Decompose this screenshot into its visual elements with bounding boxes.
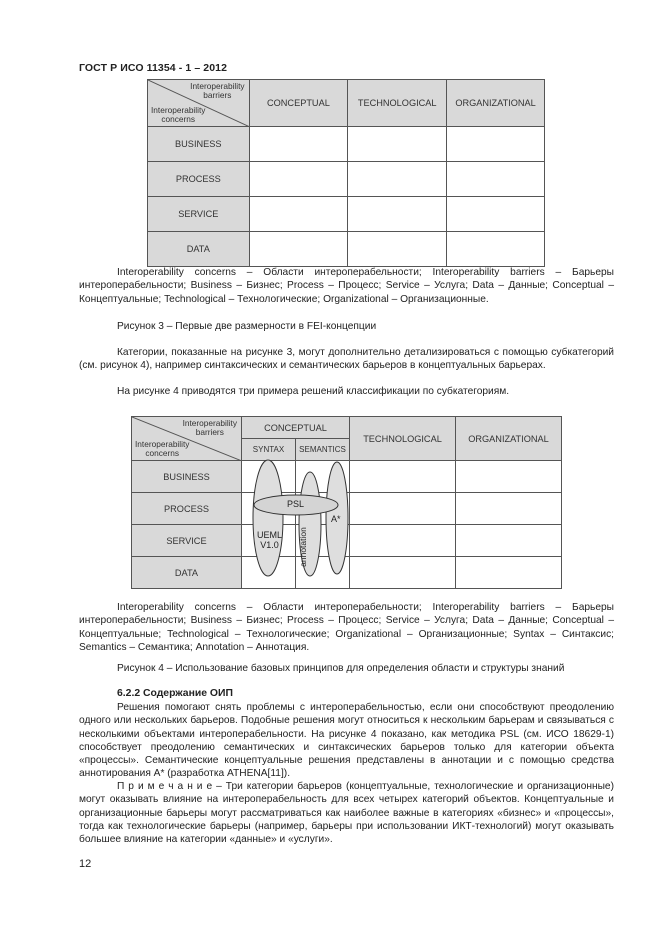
col-organizational: ORGANIZATIONAL <box>456 417 562 461</box>
cell <box>456 493 562 525</box>
cell <box>447 127 545 162</box>
col-conceptual: CONCEPTUAL <box>242 417 350 439</box>
section-paragraph: Решения помогают снять проблемы с интероперабельностью, если они способствуют преодолению одного или нескольких барьеров. Подобные решения могут относиться к нескольким барьерам и связываться с несколькими объектами интероперабельности. На рисунке 4 показано, как методика PSL (см. ИСО 18629-1) способствует преодолению семантических и синтаксических барьеров только для категории объекта «процессы». Семантические концептуальные решения представлены в аннотации и с помощью средства аннотирования A* (разработка ATHENA[11]). <box>79 702 614 780</box>
paragraph-2: На рисунке 4 приводятся три примера решений классификации по субкатегориям. <box>117 386 510 397</box>
figure3-corner <box>148 80 250 127</box>
cell <box>348 127 447 162</box>
col-conceptual: CONCEPTUAL <box>249 80 348 127</box>
row-business: BUSINESS <box>132 461 242 493</box>
ueml-ellipse <box>253 460 283 576</box>
cell <box>249 232 348 267</box>
cell <box>456 461 562 493</box>
cell <box>456 557 562 589</box>
subcol-semantics: SEMANTICS <box>296 439 350 461</box>
figure4-legend: Interoperability concerns – Области интероперабельности; Interoperability barriers – Барьеры интероперабельности; Business – Бизнес; Process – Процесс; Service – Услуга; Data – Данные; Conceptual – Концептуальные; Technological – Технологические; Organizational – Организационные; Syntax – Синтаксис; Semantics – Семантика; Annotation – Аннотация. <box>79 602 614 653</box>
section-title: 6.2.2 Содержание ОИП <box>117 688 233 699</box>
section-note <box>79 780 614 846</box>
a-star-label: A* <box>331 514 341 524</box>
cell <box>249 127 348 162</box>
figure3-table <box>147 79 545 267</box>
figure3-legend: Interoperability concerns – Области интероперабельности; Interoperability barriers – Барьеры интероперабельности; Business – Бизнес; Process – Процесс; Service – Услуга; Data – Данные; Conceptual – Концептуальные; Technological – Технологические; Organizational – Организационные. <box>79 267 614 305</box>
cell <box>348 232 447 267</box>
row-service: SERVICE <box>148 197 250 232</box>
note-label: П р и м е ч а н и е <box>117 781 213 792</box>
corner-barriers-label: Interoperability barriers <box>190 81 245 100</box>
corner-concerns-label: Interoperability concerns <box>135 439 190 458</box>
col-organizational: ORGANIZATIONAL <box>447 80 545 127</box>
cell <box>447 162 545 197</box>
figure4-caption: Рисунок 4 – Использование базовых принципов для определения области и структуры знаний <box>117 663 565 674</box>
corner-concerns-label: Interoperability concerns <box>151 105 206 124</box>
col-technological: TECHNOLOGICAL <box>348 80 447 127</box>
cell <box>447 232 545 267</box>
paragraph-1: Категории, показанные на рисунке 3, могут дополнительно детализироваться с помощью субкатегорий (см. рисунок 4), например синтаксических и семантических барьеров в концептуальных барьерах. <box>79 347 614 372</box>
corner-barriers-label: Interoperability barriers <box>182 418 237 437</box>
standard-header: ГОСТ Р ИСО 11354 - 1 – 2012 <box>79 62 228 74</box>
cell <box>447 197 545 232</box>
figure3-caption: Рисунок 3 – Первые две размерности в FEI-концепции <box>117 321 377 332</box>
row-data: DATA <box>148 232 250 267</box>
row-process: PROCESS <box>148 162 250 197</box>
row-service: SERVICE <box>132 525 242 557</box>
cell <box>456 525 562 557</box>
cell <box>350 557 456 589</box>
annotation-label: annotation <box>297 527 308 567</box>
cell <box>348 197 447 232</box>
page-number: 12 <box>79 858 92 870</box>
ueml-label: UEML V1.0 <box>257 530 283 550</box>
col-technological: TECHNOLOGICAL <box>350 417 456 461</box>
psl-label: PSL <box>287 499 305 509</box>
cell <box>350 493 456 525</box>
cell <box>350 461 456 493</box>
cell <box>249 162 348 197</box>
note-text: – Три категории барьеров (концептуальные, технологические и организационные) могут оказывать влияние на интероперабельность для всех четырех категорий объектов. Концептуальные и организационные барьеры могут рассматриваться как наиболее важные в категориях «бизнес» и «процессы», тогда как технологические барьеры (например, барьеры при использовании ИКТ-технологий) могут оказывать большее влияние на категории «данные» и «услуги». <box>79 781 614 846</box>
row-business: BUSINESS <box>148 127 250 162</box>
subcol-syntax: SYNTAX <box>242 439 296 461</box>
row-data: DATA <box>132 557 242 589</box>
figure4-corner <box>132 417 242 461</box>
cell <box>348 162 447 197</box>
row-process: PROCESS <box>132 493 242 525</box>
cell <box>350 525 456 557</box>
cell <box>249 197 348 232</box>
